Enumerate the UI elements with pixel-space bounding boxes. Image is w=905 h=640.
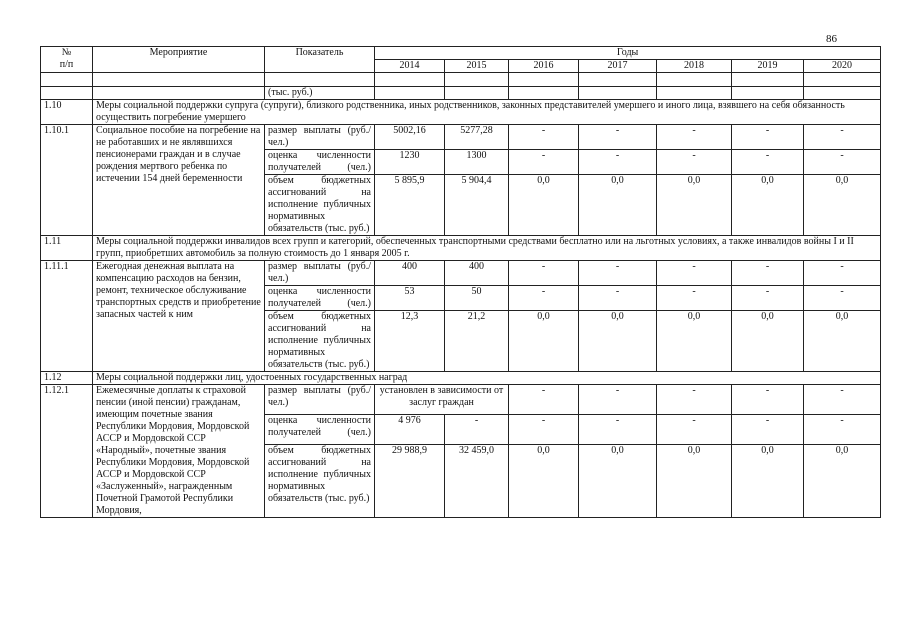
value-cell: - [804,150,881,175]
indicator-cell: оценка численности получателей (чел.) [265,286,375,311]
year-2019: 2019 [732,60,804,73]
header-indicator: Показатель [265,47,375,73]
value-cell: - [657,414,732,444]
value-cell: - [509,414,579,444]
indicator-cell: объем бюджетных ассигнований на исполнение публичных нормативных обязательств (тыс. руб.) [265,311,375,372]
year-2016: 2016 [509,60,579,73]
header-measure: Мероприятие [93,47,265,73]
value-cell: - [804,261,881,286]
value-cell: - [804,286,881,311]
value-cell: 50 [445,286,509,311]
item-row [41,385,881,415]
page-number: 86 [826,33,837,45]
year-2020: 2020 [804,60,881,73]
indicator-cell: объем бюджетных ассигнований на исполнение публичных нормативных обязательств (тыс. руб.) [265,444,375,517]
value-cell: 0,0 [657,175,732,236]
carry-over-indicator: (тыс. руб.) [265,87,375,100]
value-cell: 29 988,9 [375,444,445,517]
value-cell: - [657,286,732,311]
value-cell: - [732,286,804,311]
value-cell: - [579,150,657,175]
value-cell: 4 976 [375,414,445,444]
header-row [41,47,881,60]
value-cell: 21,2 [445,311,509,372]
value-cell: 0,0 [509,311,579,372]
value-cell: 5277,28 [445,125,509,150]
indicator-cell: размер выплаты (руб./ чел.) [265,385,375,415]
value-cell: - [509,261,579,286]
value-cell: 0,0 [804,175,881,236]
item-measure: Ежегодная денежная выплата на компенсацию расходов на бензин, ремонт, техническое обслуживание транспортных средств и приобретение запасных частей к ним [93,261,265,372]
header-years-label: Годы [375,47,881,60]
year-2018: 2018 [657,60,732,73]
program-table [40,46,881,518]
value-cell: - [732,261,804,286]
value-cell: - [657,150,732,175]
value-cell: 0,0 [732,311,804,372]
value-cell: 12,3 [375,311,445,372]
indicator-cell: оценка численности получателей (чел.) [265,414,375,444]
year-2017: 2017 [579,60,657,73]
value-cell: 0,0 [509,444,579,517]
carry-over-row [41,87,881,100]
section-num: 1.12 [41,372,93,385]
value-cell: 53 [375,286,445,311]
year-2015: 2015 [445,60,509,73]
value-cell: 0,0 [579,175,657,236]
value-cell: - [445,414,509,444]
value-cell: - [509,150,579,175]
value-cell: - [657,125,732,150]
value-cell: 0,0 [804,444,881,517]
value-cell: - [579,385,657,415]
value-cell: 0,0 [732,444,804,517]
section-title: Меры социальной поддержки инвалидов всех групп и категорий, обеспеченных транспортными средствами бесплатно или на льготных условиях, а также инвалидов войны I и II групп, приобретших автомобиль за полную стоимость до 1 января 2005 г. [93,236,881,261]
value-cell: - [804,385,881,415]
item-num: 1.11.1 [41,261,93,372]
section-row [41,100,881,125]
value-cell: 0,0 [657,444,732,517]
value-cell: - [732,125,804,150]
value-cell: 0,0 [579,444,657,517]
section-title: Меры социальной поддержки лиц, удостоенных государственных наград [93,372,881,385]
value-cell: 5 895,9 [375,175,445,236]
value-cell: 400 [445,261,509,286]
indicator-cell: размер выплаты (руб./ чел.) [265,125,375,150]
value-cell: - [579,414,657,444]
value-cell: - [657,385,732,415]
item-row [41,261,881,286]
value-cell: 0,0 [804,311,881,372]
value-cell: - [732,150,804,175]
item-measure: Социальное пособие на погребение на не работавших и не являвшихся пенсионерами граждан и в случае рождения мертвого ребенка по истечении 154 дней беременности [93,125,265,236]
value-cell: - [579,125,657,150]
value-cell: - [657,261,732,286]
header-num: № п/п [41,47,93,73]
item-num: 1.10.1 [41,125,93,236]
value-cell: - [509,286,579,311]
value-cell: 0,0 [657,311,732,372]
item-measure: Ежемесячные доплаты к страховой пенсии (иной пенсии) гражданам, имеющим почетные звания Республики Мордовия, Мордовской АССР и Мордовской ССР «Народный», почетные звания Республики Мордовия, Мордовской АССР и Мордовской ССР «Заслуженный», награжденным Почетной Грамотой Республики Мордовия, [93,385,265,518]
value-cell: - [509,125,579,150]
section-row [41,236,881,261]
header-spacer-row [41,73,881,87]
year-2014: 2014 [375,60,445,73]
section-num: 1.11 [41,236,93,261]
section-num: 1.10 [41,100,93,125]
value-cell: 1230 [375,150,445,175]
indicator-cell: объем бюджетных ассигнований на исполнение публичных нормативных обязательств (тыс. руб.) [265,175,375,236]
item-row [41,125,881,150]
value-cell: 5 904,4 [445,175,509,236]
merged-note-cell: установлен в зависимости от заслуг граждан [375,385,509,415]
value-cell: - [804,125,881,150]
value-cell: - [579,261,657,286]
value-cell: 0,0 [579,311,657,372]
item-num: 1.12.1 [41,385,93,518]
value-cell: 32 459,0 [445,444,509,517]
value-cell: 0,0 [732,175,804,236]
value-cell: - [579,286,657,311]
value-cell: 0,0 [509,175,579,236]
value-cell: 1300 [445,150,509,175]
section-title: Меры социальной поддержки супруга (супруги), близкого родственника, иных родственников, законных представителей умершего и иного лица, взявшего на себя обязанность осуществить погребение умершего [93,100,881,125]
section-row [41,372,881,385]
value-cell: - [509,385,579,415]
indicator-cell: оценка численности получателей (чел.) [265,150,375,175]
value-cell: - [732,414,804,444]
value-cell: 400 [375,261,445,286]
value-cell: - [732,385,804,415]
value-cell: 5002,16 [375,125,445,150]
indicator-cell: размер выплаты (руб./ чел.) [265,261,375,286]
value-cell: - [804,414,881,444]
